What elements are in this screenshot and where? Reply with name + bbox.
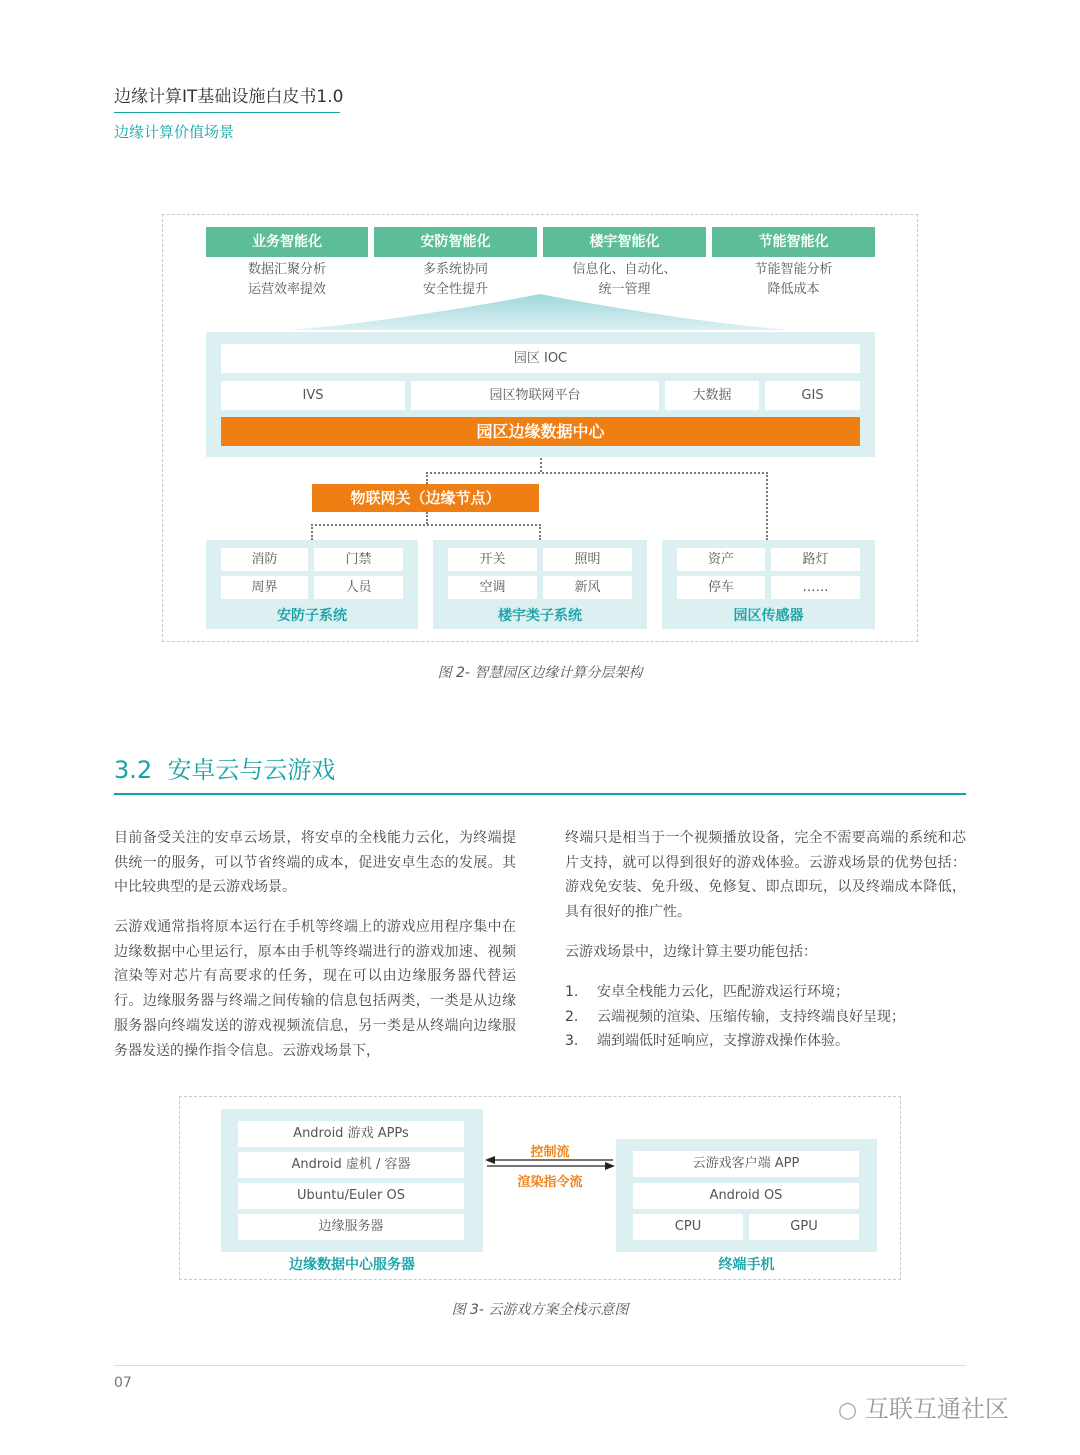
subsystem-label: 安防子系统 [277,608,347,624]
subsystem-item: 周界 [221,576,308,599]
edge-datacenter-bar: 园区边缘数据中心 [221,417,860,446]
subsystem-item: 资产 [677,548,765,571]
ivs-box: IVS [221,381,405,410]
terminal-chip: CPU [633,1214,743,1240]
subsystem-label: 楼宇类子系统 [498,608,582,624]
watermark-text: 互联互通社区 [864,1395,1009,1423]
right-paragraph-1: 终端只是相当于一个视频播放设备，完全不需要高端的系统和芯片支持，就可以得到很好的游戏体验。云游戏场景的优势包括：游戏免安装、免升级、免修复、即点即玩，以及终端成本降低，具有很好的推广性。 [565,830,966,921]
watermark [838,1389,1009,1424]
iot-platform-box: 园区物联网平台 [411,381,659,410]
list-item [565,1029,966,1054]
section-title: 安卓云与云游戏 [167,756,336,784]
capability-building: 楼宇智能化 [543,227,706,257]
subsystem-item: 空调 [448,576,537,599]
section-number: 3.2 [114,756,153,784]
section-header: 边缘计算价值场景 [114,123,235,141]
subsystem-item: 路灯 [771,548,860,571]
control-flow-label: 控制流 [530,1145,570,1160]
connector [311,524,541,526]
terminal-chip: GPU [749,1214,859,1240]
server-layer: Android 游戏 APPs [238,1121,464,1147]
up-arrow-icon [290,294,790,330]
server-layer: Ubuntu/Euler OS [238,1183,464,1209]
cap-line: 多系统协同 [422,262,488,277]
bidirectional-arrow-icon [483,1156,617,1170]
server-label: 边缘数据中心服务器 [289,1257,415,1273]
terminal-layer: Android OS [633,1183,859,1209]
left-paragraph-2: 云游戏通常指将原本运行在手机等终端上的游戏应用程序集中在边缘数据中心里运行，原本由手机等终端进行的游戏加速、视频渲染等对芯片有高要求的任务，现在可以由边缘服务器代替运行。边缘服务器与终端之间传输的信息包括两类，一类是从边缘服务器向终端发送的游戏视频流信息，另一类是从终端向边缘服务器发送的操作指令信息。云游戏场景下， [114,919,516,1059]
connector [540,458,542,472]
subsystem-item: …… [771,576,860,599]
bigdata-box: 大数据 [665,381,759,410]
capability-energy: 节能智能化 [712,227,875,257]
ioc-box: 园区 IOC [221,344,860,373]
header-divider [114,112,340,113]
gis-box: GIS [765,381,860,410]
list-text: 端到端低时延响应，支撑游戏操作体验。 [597,1033,849,1050]
subsystem-item: 停车 [677,576,765,599]
connector [539,524,541,540]
figure-2-caption: 图 2- 智慧园区边缘计算分层架构 [437,665,643,681]
terminal-layer: 云游戏客户端 APP [633,1151,859,1177]
left-paragraph-1: 目前备受关注的安卓云场景，将安卓的全栈能力云化，为终端提供统一的服务，可以节省终端的成本，促进安卓生态的发展。其中比较典型的是云游戏场景。 [114,830,516,896]
capability-business: 业务智能化 [206,227,368,257]
connector [311,524,313,540]
subsystem-item: 照明 [543,548,632,571]
cap-line: 节能智能分析 [754,262,833,277]
server-layer: 边缘服务器 [238,1214,464,1240]
cap-line: 运营效率提效 [247,282,326,297]
page-number: 07 [114,1375,132,1391]
subsystem-item: 门禁 [314,548,403,571]
subsystem-item: 人员 [314,576,403,599]
subsystem-label: 园区传感器 [733,608,804,624]
document-title: 边缘计算IT基础设施白皮书1.0 [114,87,344,107]
list-text: 安卓全栈能力云化，匹配游戏运行环境； [597,984,849,1000]
cap-line: 信息化、自动化、 [572,262,677,277]
function-list [565,980,966,1054]
list-number: 1. [565,984,579,1000]
connector [766,472,768,540]
cap-line: 数据汇聚分析 [247,262,326,277]
render-flow-label: 渲染指令流 [517,1175,583,1190]
capability-security: 安防智能化 [374,227,537,257]
server-layer: Android 虚机 / 容器 [238,1152,464,1178]
cap-line: 安全性提升 [422,282,488,297]
cap-line: 统一管理 [598,282,651,297]
connector [426,472,768,474]
section-heading [114,750,335,785]
list-number: 2. [565,1008,579,1025]
subsystem-item: 新风 [543,576,632,599]
connector [426,512,428,524]
figure-3-caption: 图 3- 云游戏方案全栈示意图 [451,1302,629,1318]
subsystem-item: 开关 [448,548,537,571]
list-number: 3. [565,1033,579,1050]
iot-gateway-box: 物联网关（边缘节点） [312,484,539,512]
list-text: 云端视频的渲染、压缩传输，支持终端良好呈现； [597,1008,905,1025]
cap-line: 降低成本 [767,282,820,297]
footer-divider [114,1365,966,1366]
subsystem-item: 消防 [221,548,308,571]
terminal-label: 终端手机 [718,1257,775,1273]
right-paragraph-2: 云游戏场景中，边缘计算主要功能包括： [565,944,817,960]
list-item [565,1005,966,1030]
list-item [565,980,966,1005]
connector [426,472,428,484]
section-divider [114,793,966,795]
wechat-icon: ○ [838,1398,858,1423]
